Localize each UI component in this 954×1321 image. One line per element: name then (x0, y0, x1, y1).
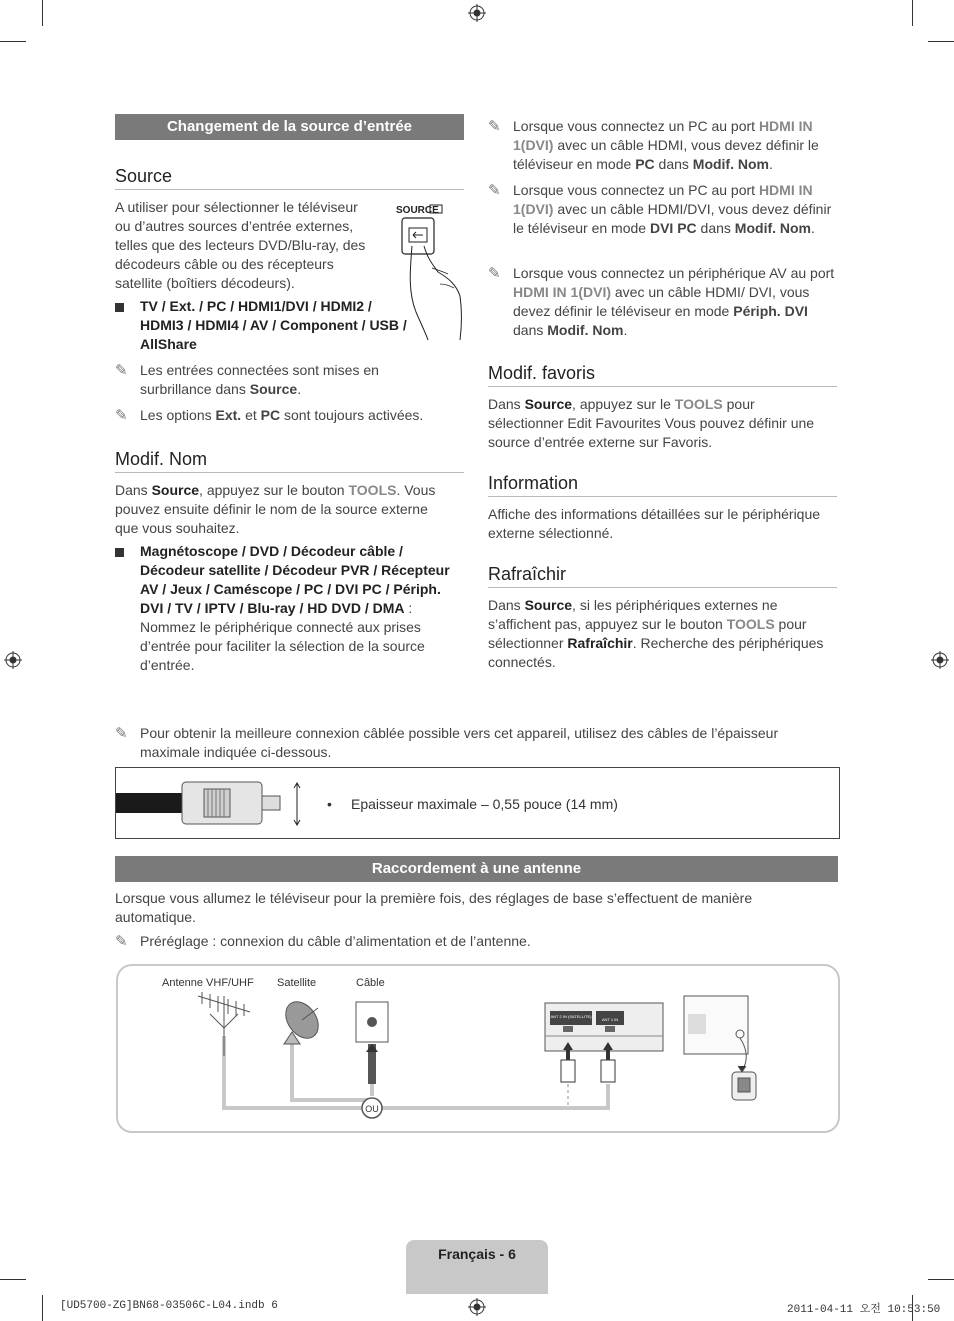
modif-nom-description (115, 481, 455, 538)
crop-mark (0, 1279, 26, 1280)
label-cable: Câble (356, 977, 385, 989)
tv-antenna-panel-icon (545, 1003, 663, 1051)
registration-mark-icon (468, 1298, 486, 1316)
note-text: . (297, 381, 302, 397)
modif-favoris-description (488, 395, 833, 452)
bold-text: Modif. Nom (692, 156, 769, 172)
page-number-tab (406, 1240, 548, 1294)
page-number: Français - 6 (438, 1246, 516, 1262)
heading-information: Information (488, 473, 837, 497)
note-pc-hdmi (488, 117, 838, 174)
note-text: Pour obtenir la meilleure connexion câblée possible vers cet appareil, utilisez des câbles de l’épaisseur maximale indiquée ci-dessous. (140, 725, 779, 760)
heading-modif-nom: Modif. Nom (115, 449, 464, 473)
label-satellite: Satellite (277, 977, 317, 989)
note-text: Préréglage : connexion du câble d’alimentation et de l’antenne. (140, 933, 531, 949)
device-list-description: : Nommez le périphérique connecté aux prises d’entrée pour faciliter la sélection de la source d’entrée. (140, 600, 425, 673)
port2-label: ANT 1 IN (601, 1017, 619, 1022)
note-text: et (241, 407, 261, 423)
heading-modif-favoris: Modif. favoris (488, 363, 837, 387)
text: . Vous pouvez ensuite définir le nom de la source externe que vous souhaitez. (115, 482, 436, 536)
crop-mark (0, 41, 26, 42)
tv-rear-icon (684, 996, 756, 1100)
cable-spec-box (115, 767, 840, 839)
crop-mark (42, 1295, 43, 1321)
text: Lorsque vous connectez un PC au port (513, 182, 759, 198)
note-text: Les options (140, 407, 216, 423)
text: avec un câble HDMI, vous devez définir le téléviseur en mode (513, 137, 819, 172)
text: pour sélectionner (488, 616, 807, 651)
note-pc-hdmi-dvi (488, 181, 838, 238)
text: . (769, 156, 773, 172)
bold-text: Source (151, 482, 200, 498)
cable-spec-bullet-icon: • (327, 796, 332, 812)
text: avec un câble HDMI/DVI, vous devez définir le téléviseur en mode (513, 201, 832, 236)
source-description: A utiliser pour sélectionner le téléviseur ou d’autres sources d’entrée externes, telles que des lecteurs DVD/Blu-ray, des décodeurs câble ou des récepteurs satellite (boîtiers décodeurs). (115, 199, 366, 291)
note-pencil-icon: ✎ (115, 407, 128, 424)
bold-text: PC (635, 156, 655, 172)
text: . Recherche des périphériques connectés. (488, 635, 824, 670)
note-pencil-icon: ✎ (115, 933, 128, 950)
hdmi-cable-icon (116, 774, 316, 832)
note-pencil-icon: ✎ (488, 265, 501, 282)
text: Lorsque vous connectez un périphérique AV au port (513, 265, 835, 281)
device-list-text: Magnétoscope / DVD / Décodeur câble / Décodeur satellite / Décodeur PVR / Récepteur AV / Jeux / Caméscope / PC / DVI PC / Périph. DVI / TV / IPTV / Blu-ray / HD DVD / DMA (140, 543, 450, 616)
heading-rafraichir: Rafraîchir (488, 564, 837, 588)
text: Dans (488, 597, 525, 613)
text: Lorsque vous connectez un PC au port (513, 118, 759, 134)
section-title-antenna: Raccordement à une antenne (115, 856, 838, 882)
information-description: Affiche des informations détaillées sur le périphérique externe sélectionné. (488, 506, 821, 541)
port1-label: ANT 2 IN (SATELLITE) (550, 1014, 592, 1019)
label-ou: OU (365, 1104, 379, 1114)
footer-timestamp: 2011-04-11 오전 10:53:50 (787, 1304, 941, 1316)
antenna-wiring-svg (118, 966, 834, 1127)
bold-text: Source (524, 597, 573, 613)
text: Dans (115, 482, 152, 498)
note-pencil-icon: ✎ (488, 118, 501, 135)
note-always-active (115, 406, 480, 425)
bold-text: Périph. DVI (733, 303, 808, 319)
note-pencil-icon: ✎ (488, 182, 501, 199)
port-keyword: HDMI IN 1(DVI) (513, 182, 813, 217)
rafraichir-description (488, 596, 838, 672)
text: pour sélectionner Edit Favourites Vous pouvez définir une source d’entrée externe sur Favoris. (488, 396, 815, 450)
device-list-bullet (115, 542, 460, 675)
text: . (811, 220, 815, 236)
tools-keyword: TOOLS (348, 482, 397, 498)
text: Dans (488, 396, 525, 412)
note-pencil-icon: ✎ (115, 362, 128, 379)
crop-mark (912, 0, 913, 26)
crop-mark (42, 0, 43, 26)
text: . (623, 322, 628, 338)
label-vhf-uhf: Antenne VHF/UHF (162, 977, 254, 989)
registration-mark-icon (4, 651, 22, 669)
section-title-source-change: Changement de la source d’entrée (115, 114, 464, 140)
note-bold: Source (249, 381, 298, 397)
bold-text: Source (524, 396, 573, 412)
note-highlighted-inputs (115, 361, 440, 399)
port-keyword: HDMI IN 1(DVI) (513, 118, 813, 153)
bullet-square-icon (115, 548, 124, 557)
bold-text: Rafraîchir (567, 635, 633, 651)
tools-keyword: TOOLS (726, 616, 775, 632)
remote-source-label: SOURCE (396, 205, 439, 216)
note-av-hdmi-dvi (488, 264, 838, 340)
text: , appuyez sur le (572, 396, 675, 412)
cable-spec-text: Epaisseur maximale – 0,55 pouce (14 mm) (351, 796, 618, 812)
bold-text: Modif. Nom (547, 322, 624, 338)
cable-wall-outlet-icon (356, 1002, 388, 1084)
note-text: Les entrées connectées sont mises en surbrillance dans (140, 362, 379, 397)
note-text: sont toujours activées. (280, 407, 424, 423)
text: dans (513, 322, 548, 338)
vhf-uhf-antenna-icon (198, 992, 250, 1056)
port-keyword: HDMI IN 1(DVI) (513, 284, 611, 300)
source-list-text: TV / Ext. / PC / HDMI1/DVI / HDMI2 / HDMI3 / HDMI4 / AV / Component / USB / AllShare (140, 298, 407, 352)
text: dans (696, 220, 735, 236)
note-pencil-icon: ✎ (115, 725, 128, 742)
note-bold: PC (260, 407, 281, 423)
tools-keyword: TOOLS (674, 396, 723, 412)
crop-mark (928, 1279, 954, 1280)
satellite-dish-icon (279, 996, 325, 1045)
text: dans (654, 156, 693, 172)
footer-file-info: [UD5700-ZG]BN68-03506C-L04.indb 6 (60, 1300, 278, 1312)
bullet-square-icon (115, 303, 124, 312)
antenna-diagram (116, 964, 840, 1133)
note-preset (115, 932, 830, 951)
registration-mark-icon (931, 651, 949, 669)
text: , appuyez sur le bouton (199, 482, 349, 498)
note-bold: Ext. (215, 407, 242, 423)
note-cable-thickness (115, 724, 840, 762)
text: avec un câble HDMI/ DVI, vous devez définir le téléviseur en mode (513, 284, 810, 319)
heading-source: Source (115, 166, 464, 190)
text: , si les périphériques externes ne s’affichent pas, appuyez sur le bouton (488, 597, 778, 632)
crop-mark (928, 41, 954, 42)
source-list-bullet (115, 297, 412, 354)
bold-text: DVI PC (649, 220, 697, 236)
antenna-intro: Lorsque vous allumez le téléviseur pour la première fois, des réglages de base s’effectuent de manière automatique. (115, 890, 753, 925)
bold-text: Modif. Nom (734, 220, 812, 236)
registration-mark-icon (468, 4, 486, 22)
